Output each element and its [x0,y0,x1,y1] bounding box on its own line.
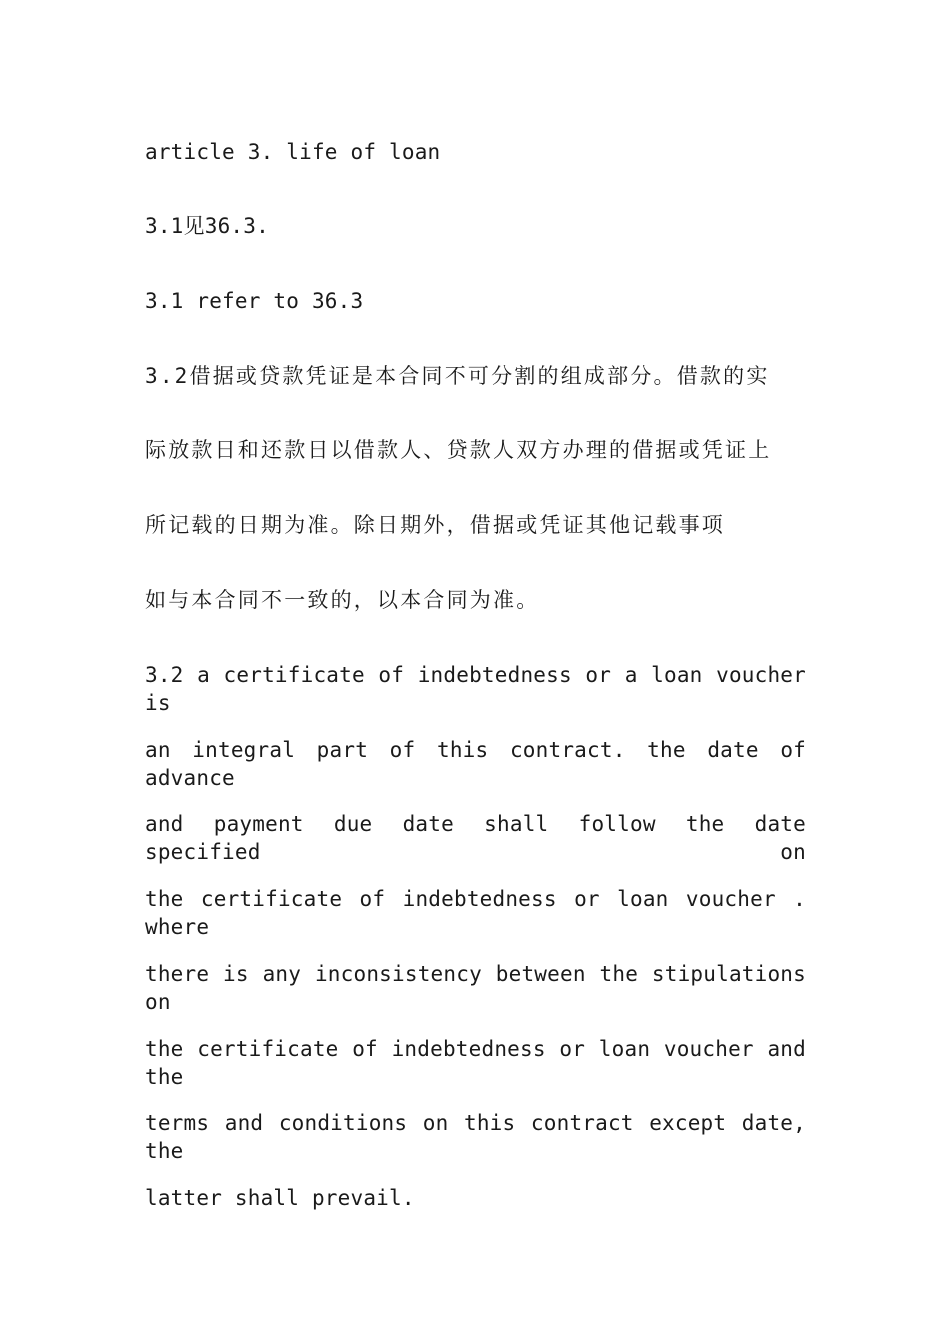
clause-3-2-english-line: latter shall prevail. [145,1186,415,1210]
article-heading: article 3. life of loan [145,140,441,164]
clause-3-2-chinese-line: 3.2借据或贷款凭证是本合同不可分割的组成部分。借款的实 [145,364,770,388]
clause-3-1-chinese: 3.1见36.3. [145,214,269,238]
clause-3-2-english-line: terms and conditions on this contract except date, the [145,1111,806,1163]
clause-3-2-english-line: the certificate of indebtedness or loan voucher . where [145,887,806,939]
clause-3-2-english-line: there is any inconsistency between the stipulations on [145,962,806,1014]
clause-3-2-chinese-line: 际放款日和还款日以借款人、贷款人双方办理的借据或凭证上 [145,438,772,462]
clause-3-2-chinese-line: 如与本合同不一致的，以本合同为准。 [145,588,540,612]
clause-3-2-english-line: 3.2 a certificate of indebtedness or a loan voucher is [145,663,806,715]
clause-3-2-chinese-line: 所记载的日期为准。除日期外，借据或凭证其他记载事项 [145,513,725,537]
clause-3-1-english: 3.1 refer to 36.3 [145,289,364,313]
clause-3-2-english-line: the certificate of indebtedness or loan voucher and the [145,1037,806,1089]
clause-3-2-english-line: and payment due date shall follow the date specified on [145,812,806,864]
clause-3-2-english-line: an integral part of this contract. the date of advance [145,738,806,790]
